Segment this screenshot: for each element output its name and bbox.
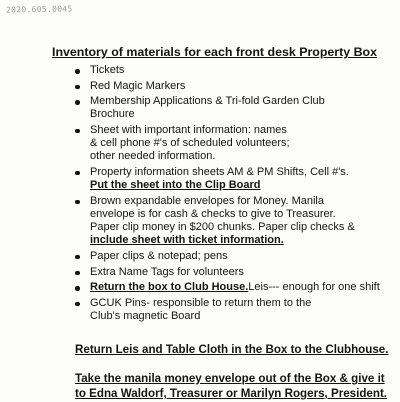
bullet-icon — [75, 129, 80, 134]
bullet-icon — [75, 302, 80, 307]
page-title: Inventory of materials for each front desk Property Box — [52, 45, 377, 59]
ticket-info-instruction: include sheet with ticket information. — [90, 234, 284, 247]
bullet-icon — [75, 69, 80, 74]
bullet-icon — [75, 255, 80, 260]
materials-list — [75, 64, 395, 326]
list-item-return-box: Return the box to Club House.Leis--- enough for one shift — [75, 281, 395, 294]
clipboard-instruction: Put the sheet into the Clip Board — [90, 179, 261, 192]
money-envelope-instruction-line1: Take the manila money envelope out of the Box & give it — [75, 372, 385, 385]
bullet-icon — [75, 171, 80, 176]
money-envelope-instruction-line2: to Edna Waldorf, Treasurer or Marilyn Rogers, President. — [75, 387, 388, 400]
return-box-instruction: Return the box to Club House. — [90, 281, 249, 294]
list-item-membership: Membership Applications & Tri-fold Garden Club Brochure — [75, 95, 395, 121]
list-item-name-tags: Extra Name Tags for volunteers — [75, 266, 395, 279]
list-item-gcuk-pins: GCUK Pins- responsible to return them to the Club's magnetic Board — [75, 297, 395, 323]
bullet-icon — [75, 271, 80, 276]
handwritten-accession-number: 2020.605.0045 — [5, 4, 73, 15]
bullet-icon — [75, 200, 80, 205]
list-item-markers: Red Magic Markers — [75, 80, 395, 93]
list-item-info-sheet: Sheet with important information: names & cell phone #'s of scheduled volunteers; other needed information. — [75, 124, 395, 164]
list-item-paper-clips: Paper clips & notepad; pens — [75, 250, 395, 263]
bullet-icon — [75, 286, 80, 291]
bullet-icon — [75, 85, 80, 90]
return-leis-instruction: Return Leis and Table Cloth in the Box to the Clubhouse. — [75, 343, 389, 356]
list-item-envelopes: Brown expandable envelopes for Money. Manila envelope is for cash & checks to give to Treasurer. Paper clip money in $200 chunks. Paper clip checks & include sheet with ticket information. — [75, 195, 395, 248]
list-item-property-sheets: Property information sheets AM & PM Shifts, Cell #'s. Put the sheet into the Clip Board — [75, 166, 395, 192]
bullet-icon — [75, 100, 80, 105]
list-item-tickets: Tickets — [75, 64, 395, 77]
